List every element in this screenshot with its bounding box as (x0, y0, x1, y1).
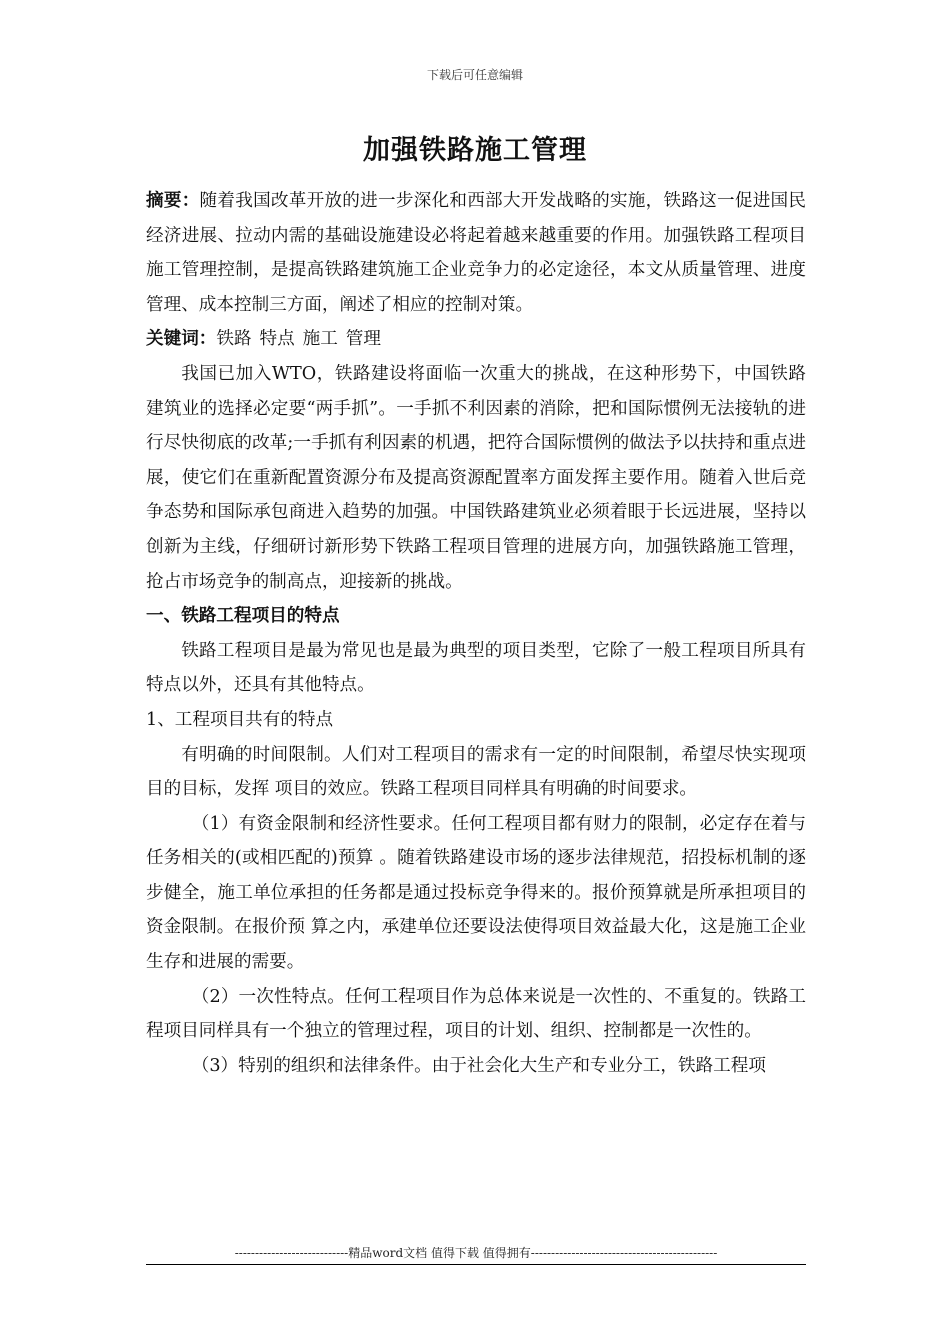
abstract-paragraph (146, 184, 806, 322)
list-item: （2）一次性特点。任何工程项目作为总体来说是一次性的、不重复的。铁路工程项目同样具有一个独立的管理过程，项目的计划、组织、控制都是一次性的。 (146, 986, 806, 1042)
intro-paragraph: 我国已加入WTO，铁路建设将面临一次重大的挑战，在这种形势下，中国铁路建筑业的选择必定要“两手抓”。一手抓不利因素的消除，把和国际惯例无法接轨的进行尽快彻底的改革;一手抓有利因素的机遇，把符合国际惯例的做法予以扶持和重点进展，使它们在重新配置资源分布及提高资源配置率方面发挥主要作用。随着入世后竞争态势和国际承包商进入趋势的加强。中国铁路建筑业必须着眼于长远进展，坚持以创新为主线，仔细研讨新形势下铁路工程项目管理的进展方向，加强铁路施工管理，抢占市场竞争的制高点，迎接新的挑战。 (146, 363, 806, 592)
keyword-item: 施工 (302, 329, 338, 350)
section-heading: 一、铁路工程项目的特点 (146, 605, 340, 627)
section-paragraph: 铁路工程项目是最为常见也是最为典型的项目类型，它除了一般工程项目所具有特点以外，还具有其他特点。 (146, 640, 806, 696)
keyword-item: 管理 (345, 329, 381, 350)
abstract-text: 随着我国改革开放的进一步深化和西部大开发战略的实施，铁路这一促进国民经济进展、拉动内需的基础设施建设必将起着越来越重要的作用。加强铁路工程项目施工管理控制，是提高铁路建筑施工企业竞争力的必定途径，本文从质量管理、进度管理、成本控制三方面，阐述了相应的控制对策。 (146, 191, 806, 315)
list-item: （1）有资金限制和经济性要求。任何工程项目都有财力的限制，必定存在着与任务相关的(或相匹配的)预算 。随着铁路建设市场的逐步法律规范，招投标机制的逐步健全，施工单位承担的任务都是通过投标竞争得来的。报价预算就是所承担项目的资金限制。在报价预 算之内，承建单位还要设法使得项目效益最大化，这是施工企业生存和进展的需要。 (146, 813, 806, 973)
keywords-label: 关键词： (146, 328, 217, 350)
footer-rule (146, 1264, 806, 1265)
subsection-paragraph: 有明确的时间限制。人们对工程项目的需求有一定的时间限制，希望尽快实现项目的目标，发挥 项目的效应。铁路工程项目同样具有明确的时间要求。 (146, 744, 806, 800)
page-footer: ----------------------------精品word文档 值得下载 值得拥有---------------------------------------------- (234, 1246, 718, 1260)
abstract-label: 摘要： (146, 190, 200, 211)
subsection-heading: 1、工程项目共有的特点 (146, 709, 334, 730)
keyword-item: 特点 (259, 329, 295, 350)
document-title: 加强铁路施工管理 (363, 135, 587, 166)
page-header: 下载后可任意编辑 (426, 68, 523, 82)
document-body (146, 184, 806, 1083)
keyword-item: 铁路 (216, 329, 252, 350)
list-item: （3）特别的组织和法律条件。由于社会化大生产和专业分工，铁路工程项 (191, 1055, 766, 1076)
keywords-paragraph (146, 322, 806, 357)
